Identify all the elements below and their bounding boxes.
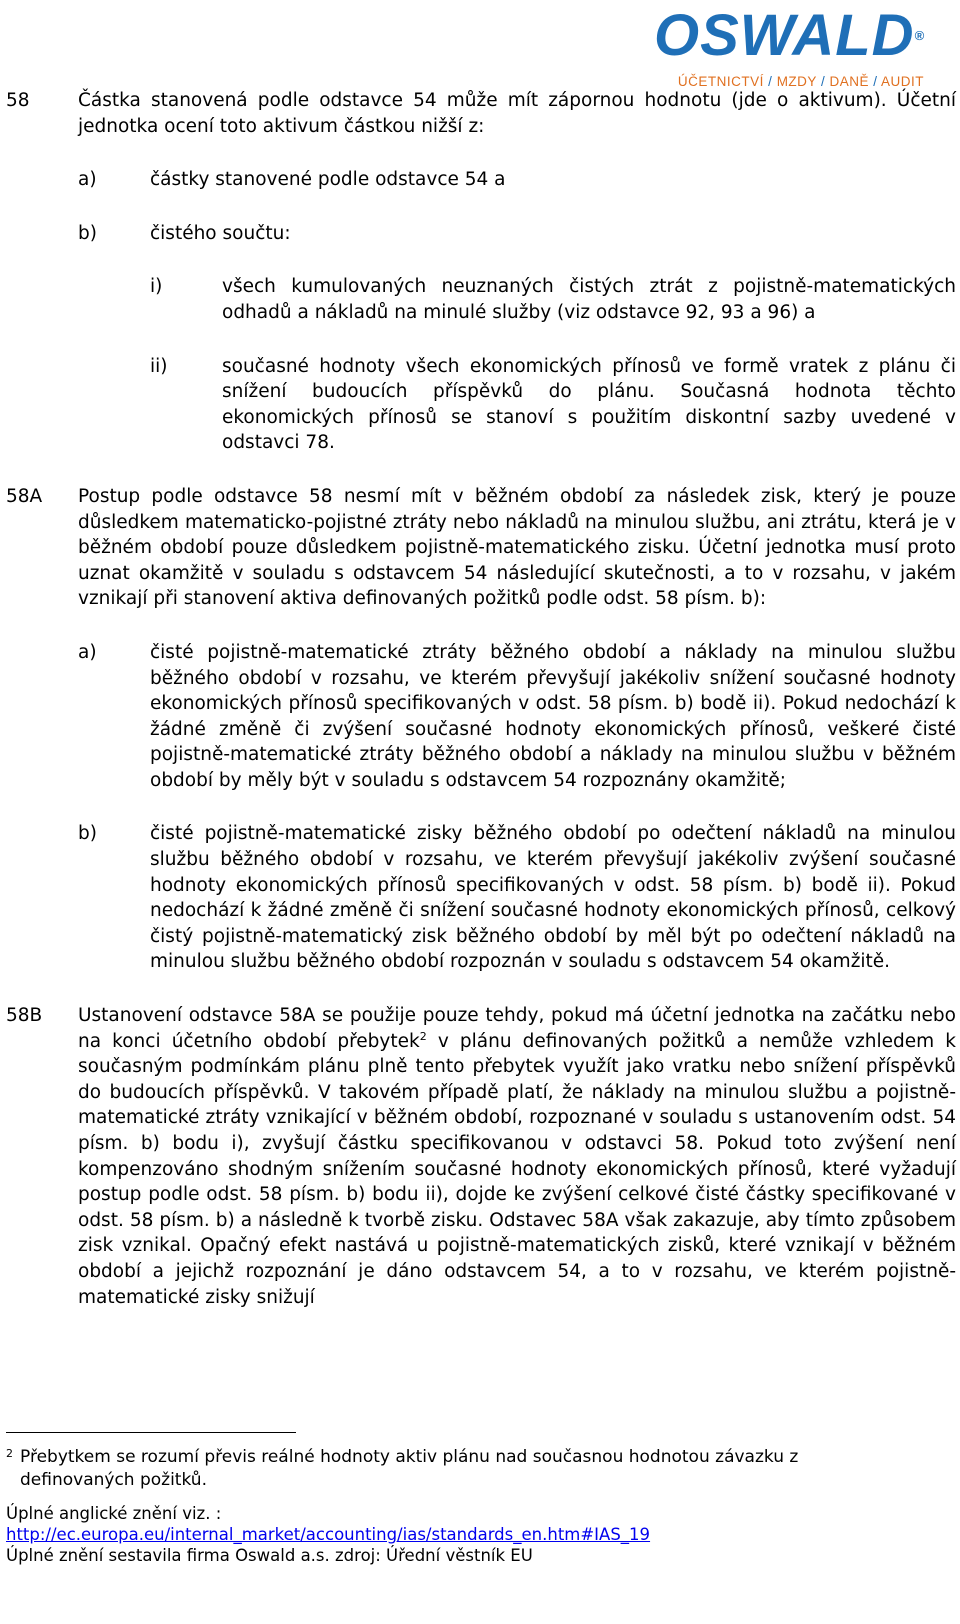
footnote-text: Přebytkem se rozumí převis reálné hodnoty aktiv plánu nad současnou hodnotou závazku z definovaných požitků. <box>20 1447 799 1490</box>
logo-tagline: ÚČETNICTVÍ / MZDY / DANĚ / AUDIT <box>677 74 924 89</box>
page-footer <box>6 1503 650 1566</box>
source-link[interactable]: http://ec.europa.eu/internal_market/accounting/ias/standards_en.htm#IAS_19 <box>6 1525 651 1544</box>
footnote-ref: 2 <box>419 1029 427 1043</box>
footer-line-1: Úplné anglické znění viz. : <box>6 1504 222 1523</box>
paragraph-text: Postup podle odstavce 58 nesmí mít v běžném období za následek zisk, který je pouze důsledkem matematicko-pojistné ztráty nebo nákladů na minulou službu, ani ztrátu, která je v běžném období pouze důsledkem pojistně-matematického zisku. Účetní jednotka musí proto uznat okamžitě v souladu s odstavcem 54 následující skutečnosti, a to v rozsahu, v jakém vznikají při stanovení aktiva definovaných požitků podle odst. 58 písm. b): <box>78 485 956 610</box>
footnote <box>6 1446 906 1492</box>
footnote-divider <box>6 1432 296 1433</box>
list-item-a <box>6 640 956 794</box>
paragraph-58 <box>6 88 956 456</box>
document-body <box>6 88 956 1338</box>
paragraph-text: Částka stanovená podle odstavce 54 může mít zápornou hodnotu (jde o aktivum). Účetní jednotka ocení toto aktivum částkou nižší z: <box>78 90 956 137</box>
tag-mzdy: MZDY <box>776 74 817 89</box>
list-text: současné hodnoty všech ekonomických přínosů ve formě vratek z plánu či snížení budoucích příspěvků do plánu. Současná hodnota těchto ekonomických přínosů se stanoví s použitím diskontní sazby uvedené v odstavci 78. <box>222 355 956 454</box>
tag-dane: DANĚ <box>829 74 869 89</box>
list-label: b) <box>78 823 97 845</box>
text-after-footnote: v plánu definovaných požitků a nemůže vzhledem k současným podmínkám plánu plně tento přebytek využít jako vratku nebo snížení příspěvků do budoucích příspěvků. V takovém případě platí, že náklady na minulou službu a pojistně-matematické ztráty vznikající v běžném období, rozpoznané v souladu s ustanovením odst. 54 písm. b) bodu i), zvyšují částku specifikovanou v odstavci 58. Pokud toto zvýšení není kompenzováno shodným snížením současné hodnoty ekonomických přínosů, které vyžadují postup podle odst. 58 písm. b) bodu ii), dojde ke zvýšení celkové čisté částky specifikované v odst. 58 písm. b) a následně k tvorbě zisku. Odstavec 58A však zakazuje, aby tímto způsobem zisk vznikal. Opačný efekt nastává u pojistně-matematických zisků, které vznikají v běžném období a jejichž rozpoznání je dáno odstavcem 54, a to v rozsahu, ve kterém pojistně-matematické zisky snižují <box>78 1030 956 1308</box>
list-text: všech kumulovaných neuznaných čistých ztrát z pojistně-matematických odhadů a nákladů na minulé služby (viz odstavce 92, 93 a 96) a <box>222 276 956 323</box>
list-label: i) <box>150 276 163 298</box>
list-item-i <box>6 274 956 325</box>
list-text: částky stanovené podle odstavce 54 a <box>150 169 506 191</box>
list-item-ii <box>6 354 956 456</box>
paragraph-text <box>78 1003 956 1310</box>
list-label: a) <box>78 641 97 663</box>
oswald-logo <box>654 3 926 89</box>
list-item-b <box>6 221 956 456</box>
list-label: ii) <box>150 355 168 377</box>
footnote-mark: 2 <box>6 1447 13 1460</box>
list-label: b) <box>78 222 97 244</box>
paragraph-number: 58A <box>6 485 43 507</box>
tag-audit: AUDIT <box>881 74 924 89</box>
list-text: čisté pojistně-matematické zisky běžného období po odečtení nákladů na minulou službu běžného období v rozsahu, ve kterém převyšují jakékoliv zvýšení současné hodnoty ekonomických přínosů specifikovaných v odst. 58 písm. b) bodě ii). Pokud nedochází k žádné změně či snížení současné hodnoty ekonomických přínosů, celkový čistý pojistně-matematický zisk běžného období by měl být po odečtení nákladů na minulou službu běžného období rozpoznán v souladu s odstavcem 54 okamžitě. <box>150 823 956 973</box>
list-text: čisté pojistně-matematické ztráty běžného období a náklady na minulou službu běžného období v rozsahu, ve kterém převyšují jakékoliv snížení současné hodnoty ekonomických přínosů specifikovaných v odst. 58 písm. b) bodě ii). Pokud nedochází k žádné změně či zvýšení současné hodnoty ekonomických přínosů, veškeré čisté pojistně-matematické ztráty běžného období a náklady na minulou službu v běžném období by měly být v souladu s odstavcem 54 rozpoznány okamžitě; <box>150 641 956 791</box>
paragraph-number: 58B <box>6 1005 43 1027</box>
registered-mark: ® <box>914 28 926 43</box>
list-item-a <box>6 167 956 193</box>
list-text: čistého součtu: <box>150 222 291 244</box>
footer-line-3: Úplné znění sestavila firma Oswald a.s. zdroj: Úřední věstník EU <box>6 1546 533 1565</box>
list-label: a) <box>78 169 97 191</box>
list-item-b <box>6 821 956 975</box>
logo-wordmark: OSWALD® <box>654 3 926 68</box>
paragraph-number: 58 <box>6 90 30 111</box>
text-before-footnote: Ustanovení odstavce 58A se použije pouze tehdy, pokud má účetní jednotka na začátku nebo na konci účetního období přebytek <box>78 1005 956 1052</box>
paragraph-58a <box>6 484 956 975</box>
tag-ucetnictvi: ÚČETNICTVÍ <box>677 74 764 89</box>
paragraph-58b <box>6 1003 956 1310</box>
